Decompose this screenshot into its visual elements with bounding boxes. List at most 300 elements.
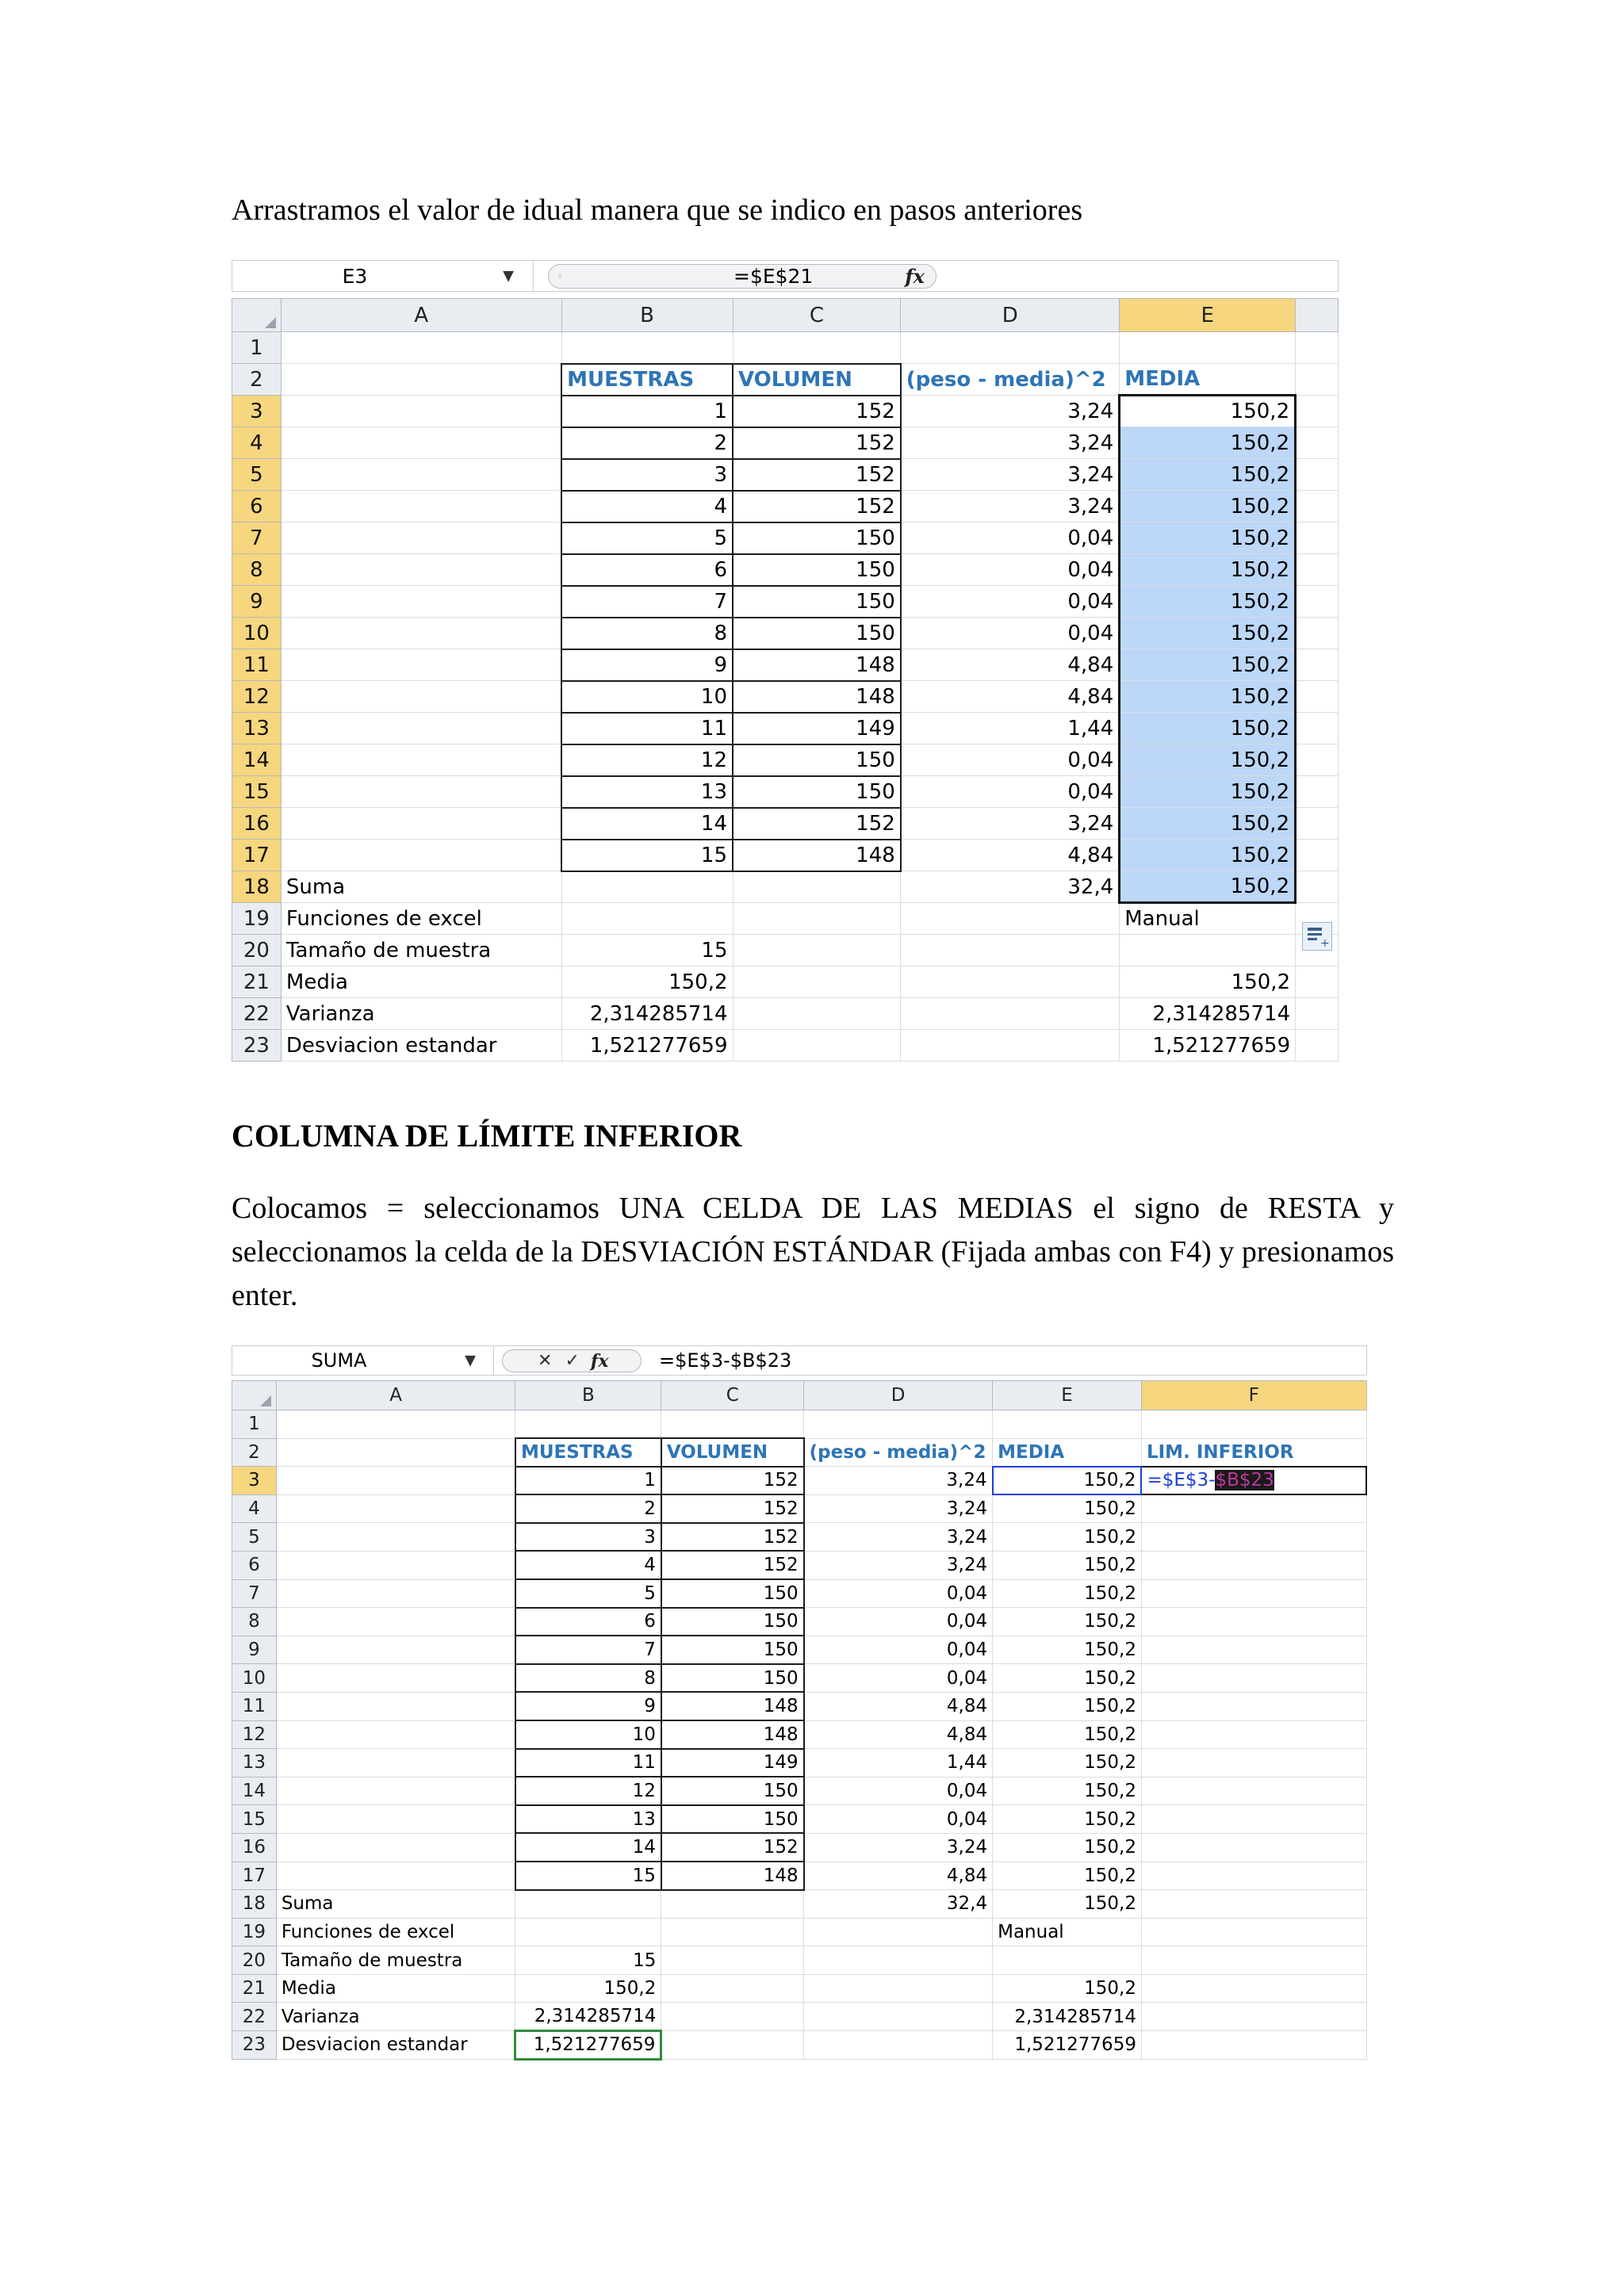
column-header-c[interactable]: C xyxy=(661,1381,804,1410)
cell-f[interactable] xyxy=(1141,1918,1366,1946)
row-header[interactable]: 16 xyxy=(232,1833,277,1862)
cell-b[interactable]: 150,2 xyxy=(515,1974,661,2003)
cell-f-editing[interactable] xyxy=(1141,1467,1366,1495)
cell-c[interactable] xyxy=(733,903,901,935)
name-box[interactable] xyxy=(232,1346,494,1375)
cell-d[interactable]: 4,84 xyxy=(804,1692,993,1720)
column-header-extra[interactable] xyxy=(1296,299,1339,332)
cell-c[interactable]: VOLUMEN xyxy=(733,364,901,396)
cell-a[interactable] xyxy=(276,1862,515,1890)
cell-c[interactable] xyxy=(733,966,901,998)
cell-a[interactable] xyxy=(276,1636,515,1664)
row-header[interactable]: 9 xyxy=(232,1636,277,1664)
cell-b[interactable] xyxy=(515,1410,661,1439)
cell-d[interactable]: 0,04 xyxy=(901,776,1120,808)
cell-b[interactable]: 15 xyxy=(515,1946,661,1975)
row-header[interactable]: 13 xyxy=(232,1749,277,1777)
cell-b[interactable]: 4 xyxy=(561,491,733,522)
cell-f[interactable] xyxy=(1141,1862,1366,1890)
cell-e[interactable]: 2,314285714 xyxy=(993,2003,1142,2031)
cell-e[interactable]: 150,2 xyxy=(993,1833,1142,1862)
cell-b[interactable]: 6 xyxy=(561,554,733,586)
row-header[interactable]: 4 xyxy=(232,1494,277,1523)
cell-e[interactable]: 150,2 xyxy=(993,1551,1142,1579)
cell-a[interactable]: Funciones de excel xyxy=(276,1918,515,1946)
cell-f[interactable] xyxy=(1296,364,1339,396)
cell-a[interactable]: Varianza xyxy=(276,2003,515,2031)
cell-d[interactable] xyxy=(901,903,1120,935)
cell-c[interactable]: 152 xyxy=(661,1833,804,1862)
cell-e[interactable]: 2,314285714 xyxy=(1120,998,1296,1030)
autofill-options-icon[interactable] xyxy=(1302,922,1332,951)
cell-e[interactable]: 150,2 xyxy=(993,1664,1142,1693)
row-header[interactable]: 13 xyxy=(232,713,282,744)
expand-handle-icon[interactable]: ◦ xyxy=(557,270,564,283)
cell-f[interactable] xyxy=(1141,1890,1366,1919)
cell-a[interactable] xyxy=(281,491,561,522)
cell-a[interactable] xyxy=(281,586,561,618)
cell-e[interactable]: 150,2 xyxy=(1120,522,1296,554)
cell-c[interactable]: 148 xyxy=(733,681,901,713)
cell-a[interactable] xyxy=(281,427,561,459)
column-header-a[interactable]: A xyxy=(276,1381,515,1410)
cell-a[interactable] xyxy=(281,713,561,744)
cell-d[interactable]: 3,24 xyxy=(901,808,1120,840)
cell-b[interactable]: 5 xyxy=(515,1579,661,1608)
cell-f[interactable] xyxy=(1141,2003,1366,2031)
cell-d[interactable]: 1,44 xyxy=(804,1749,993,1777)
row-header[interactable]: 20 xyxy=(232,1946,277,1975)
cell-b[interactable]: 8 xyxy=(561,618,733,649)
column-header-c[interactable]: C xyxy=(733,299,901,332)
cell-b[interactable]: 11 xyxy=(515,1749,661,1777)
cell-e[interactable]: 150,2 xyxy=(1120,649,1296,681)
cell-d[interactable]: 4,84 xyxy=(901,840,1120,871)
row-header[interactable]: 18 xyxy=(232,1890,277,1919)
cell-c[interactable] xyxy=(661,1410,804,1439)
column-header-f[interactable]: F xyxy=(1141,1381,1366,1410)
cell-a[interactable] xyxy=(276,1438,515,1467)
row-header[interactable]: 8 xyxy=(232,554,282,586)
cell-f[interactable] xyxy=(1141,1974,1366,2003)
cell-a[interactable] xyxy=(281,396,561,427)
cell-b[interactable]: 12 xyxy=(561,744,733,776)
cell-e[interactable]: 1,521277659 xyxy=(1120,1030,1296,1062)
cell-f[interactable] xyxy=(1141,1636,1366,1664)
cell-c[interactable] xyxy=(661,2031,804,2060)
cell-d[interactable]: 0,04 xyxy=(804,1636,993,1664)
cell-a[interactable] xyxy=(276,1664,515,1693)
cell-d[interactable]: 0,04 xyxy=(901,522,1120,554)
cell-e[interactable]: 150,2 xyxy=(1120,459,1296,491)
insert-function-icon[interactable]: fx xyxy=(590,1350,609,1372)
cell-f[interactable]: LIM. INFERIOR xyxy=(1141,1438,1366,1467)
cell-c[interactable] xyxy=(661,2003,804,2031)
row-header[interactable]: 1 xyxy=(232,332,282,364)
row-header[interactable]: 9 xyxy=(232,586,282,618)
cell-f[interactable] xyxy=(1141,1664,1366,1693)
cell-d[interactable]: 0,04 xyxy=(804,1805,993,1834)
cell-a[interactable] xyxy=(276,1494,515,1523)
cell-a[interactable] xyxy=(276,1833,515,1862)
cell-c[interactable]: 150 xyxy=(661,1777,804,1805)
cell-c[interactable]: 152 xyxy=(733,396,901,427)
cell-a[interactable]: Media xyxy=(281,966,561,998)
cell-c[interactable]: 152 xyxy=(661,1523,804,1552)
cell-f[interactable] xyxy=(1296,744,1339,776)
chevron-down-icon[interactable]: ▼ xyxy=(503,267,514,285)
cell-a[interactable] xyxy=(281,459,561,491)
column-header-a[interactable]: A xyxy=(281,299,561,332)
select-all-corner[interactable] xyxy=(232,299,282,332)
row-header[interactable]: 12 xyxy=(232,1720,277,1749)
cell-a[interactable]: Tamaño de muestra xyxy=(276,1946,515,1975)
cell-f[interactable] xyxy=(1296,681,1339,713)
row-header[interactable]: 20 xyxy=(232,935,282,966)
cell-c[interactable]: 152 xyxy=(661,1551,804,1579)
cell-b[interactable]: 15 xyxy=(515,1862,661,1890)
cell-c[interactable]: 150 xyxy=(733,744,901,776)
row-header[interactable]: 6 xyxy=(232,1551,277,1579)
cell-e[interactable]: 150,2 xyxy=(993,1636,1142,1664)
cell-b[interactable]: 7 xyxy=(515,1636,661,1664)
cell-e[interactable]: Manual xyxy=(993,1918,1142,1946)
row-header[interactable]: 5 xyxy=(232,1523,277,1552)
cell-c[interactable]: 148 xyxy=(733,840,901,871)
cell-c[interactable]: VOLUMEN xyxy=(661,1438,804,1467)
row-header[interactable]: 23 xyxy=(232,1030,282,1062)
cell-f[interactable] xyxy=(1141,1946,1366,1975)
row-header[interactable]: 16 xyxy=(232,808,282,840)
cell-a[interactable] xyxy=(276,1720,515,1749)
cell-c[interactable]: 150 xyxy=(661,1805,804,1834)
cell-d[interactable]: 1,44 xyxy=(901,713,1120,744)
cell-c[interactable]: 150 xyxy=(733,776,901,808)
cell-e[interactable]: 150,2 xyxy=(993,1777,1142,1805)
row-header[interactable]: 10 xyxy=(232,618,282,649)
cell-f[interactable] xyxy=(1141,1579,1366,1608)
cell-d[interactable] xyxy=(804,1410,993,1439)
cell-b[interactable]: 7 xyxy=(561,586,733,618)
cell-f[interactable] xyxy=(1141,1805,1366,1834)
row-header[interactable]: 2 xyxy=(232,1438,277,1467)
cell-c[interactable]: 150 xyxy=(661,1579,804,1608)
cell-d[interactable]: 4,84 xyxy=(901,649,1120,681)
row-header[interactable]: 6 xyxy=(232,491,282,522)
cell-a[interactable] xyxy=(276,1777,515,1805)
cell-a[interactable]: Tamaño de muestra xyxy=(281,935,561,966)
cell-b[interactable] xyxy=(515,1890,661,1919)
cell-e[interactable]: 150,2 xyxy=(1120,966,1296,998)
cell-b[interactable]: 8 xyxy=(515,1664,661,1693)
cell-b[interactable]: 2 xyxy=(515,1494,661,1523)
select-all-triangle-icon[interactable] xyxy=(265,317,276,328)
cell-c[interactable]: 148 xyxy=(661,1720,804,1749)
cell-b[interactable]: 12 xyxy=(515,1777,661,1805)
cell-f[interactable] xyxy=(1141,1494,1366,1523)
cell-c[interactable]: 152 xyxy=(733,808,901,840)
cell-e[interactable]: 150,2 xyxy=(1120,808,1296,840)
cell-f[interactable] xyxy=(1141,1749,1366,1777)
cell-e[interactable] xyxy=(1120,332,1296,364)
column-header-e[interactable]: E xyxy=(993,1381,1142,1410)
cell-d[interactable] xyxy=(901,966,1120,998)
cell-b[interactable]: 11 xyxy=(561,713,733,744)
cell-d[interactable]: 3,24 xyxy=(804,1551,993,1579)
cell-e[interactable]: 150,2 xyxy=(1120,586,1296,618)
cell-a[interactable]: Suma xyxy=(281,871,561,903)
cell-b[interactable]: 10 xyxy=(561,681,733,713)
cell-b[interactable]: MUESTRAS xyxy=(515,1438,661,1467)
row-header[interactable]: 11 xyxy=(232,649,282,681)
cell-d[interactable] xyxy=(804,2031,993,2060)
chevron-down-icon[interactable]: ▼ xyxy=(465,1352,476,1369)
cell-d[interactable]: 0,04 xyxy=(901,618,1120,649)
cell-f[interactable] xyxy=(1296,554,1339,586)
cell-a[interactable] xyxy=(281,681,561,713)
cell-d[interactable]: 4,84 xyxy=(901,681,1120,713)
cell-b[interactable]: 4 xyxy=(515,1551,661,1579)
column-header-b[interactable]: B xyxy=(515,1381,661,1410)
row-header[interactable]: 4 xyxy=(232,427,282,459)
cell-d[interactable]: 0,04 xyxy=(804,1777,993,1805)
cell-c[interactable]: 150 xyxy=(733,554,901,586)
row-header[interactable]: 23 xyxy=(232,2031,277,2060)
cell-d[interactable] xyxy=(901,332,1120,364)
cell-e[interactable]: 150,2 xyxy=(993,1692,1142,1720)
cell-f[interactable] xyxy=(1296,1030,1339,1062)
cell-a[interactable] xyxy=(281,744,561,776)
insert-function-icon[interactable]: fx xyxy=(905,265,925,288)
cell-d[interactable]: 3,24 xyxy=(901,427,1120,459)
cell-d[interactable]: 0,04 xyxy=(804,1664,993,1693)
cell-f[interactable] xyxy=(1141,1608,1366,1636)
cell-c[interactable]: 148 xyxy=(661,1692,804,1720)
cell-f[interactable] xyxy=(1296,618,1339,649)
row-header[interactable]: 5 xyxy=(232,459,282,491)
cell-f[interactable] xyxy=(1296,396,1339,427)
cell-d[interactable] xyxy=(804,1974,993,2003)
cell-d[interactable] xyxy=(804,2003,993,2031)
cell-e[interactable]: MEDIA xyxy=(993,1438,1142,1467)
cell-b[interactable]: 15 xyxy=(561,935,733,966)
cell-a[interactable]: Desviacion estandar xyxy=(281,1030,561,1062)
cell-d[interactable]: 3,24 xyxy=(901,396,1120,427)
cell-a[interactable] xyxy=(276,1579,515,1608)
formula-input[interactable] xyxy=(733,261,813,291)
cell-d[interactable] xyxy=(901,998,1120,1030)
cell-a[interactable] xyxy=(276,1467,515,1495)
cell-d[interactable]: 3,24 xyxy=(901,491,1120,522)
cell-c[interactable]: 150 xyxy=(733,618,901,649)
cell-d[interactable]: (peso - media)^2 xyxy=(804,1438,993,1467)
cell-f[interactable] xyxy=(1296,808,1339,840)
column-header-e[interactable]: E xyxy=(1120,299,1296,332)
cell-c[interactable] xyxy=(661,1974,804,2003)
row-header[interactable]: 2 xyxy=(232,364,282,396)
formula-input[interactable] xyxy=(659,1346,791,1375)
cell-e[interactable]: 1,521277659 xyxy=(993,2031,1142,2060)
cell-c[interactable]: 149 xyxy=(661,1749,804,1777)
cell-d[interactable]: 0,04 xyxy=(901,586,1120,618)
cell-b[interactable]: 3 xyxy=(515,1523,661,1552)
cell-e[interactable]: 150,2 xyxy=(993,1720,1142,1749)
cell-a[interactable]: Funciones de excel xyxy=(281,903,561,935)
cell-a[interactable]: Suma xyxy=(276,1890,515,1919)
cell-b[interactable]: 13 xyxy=(515,1805,661,1834)
cell-f[interactable] xyxy=(1141,1833,1366,1862)
cell-f[interactable] xyxy=(1296,776,1339,808)
cell-c[interactable]: 152 xyxy=(733,491,901,522)
cell-e[interactable]: 150,2 xyxy=(1120,776,1296,808)
cell-b[interactable]: 2,314285714 xyxy=(561,998,733,1030)
cell-e[interactable]: 150,2 xyxy=(993,1862,1142,1890)
cell-b[interactable]: 10 xyxy=(515,1720,661,1749)
cell-a[interactable] xyxy=(281,649,561,681)
cell-f[interactable] xyxy=(1141,1410,1366,1439)
cell-a[interactable] xyxy=(281,522,561,554)
cell-f[interactable] xyxy=(1296,332,1339,364)
row-header[interactable]: 22 xyxy=(232,2003,277,2031)
row-header[interactable]: 8 xyxy=(232,1608,277,1636)
cell-f[interactable] xyxy=(1141,1692,1366,1720)
cell-a[interactable] xyxy=(276,1551,515,1579)
cell-e[interactable]: 150,2 xyxy=(1120,554,1296,586)
cell-b[interactable]: 15 xyxy=(561,840,733,871)
cell-d[interactable] xyxy=(804,1946,993,1975)
cell-e[interactable]: 150,2 xyxy=(1120,681,1296,713)
cell-e[interactable]: 150,2 xyxy=(993,1974,1142,2003)
cell-a[interactable] xyxy=(276,1805,515,1834)
cell-a[interactable] xyxy=(281,808,561,840)
cell-f[interactable] xyxy=(1296,522,1339,554)
cell-b[interactable]: 14 xyxy=(515,1833,661,1862)
select-all-triangle-icon[interactable] xyxy=(260,1395,271,1406)
cell-e[interactable]: 150,2 xyxy=(1120,744,1296,776)
cell-d[interactable]: 3,24 xyxy=(804,1494,993,1523)
cell-e[interactable]: 150,2 xyxy=(993,1608,1142,1636)
name-box[interactable] xyxy=(232,261,534,291)
row-header[interactable]: 10 xyxy=(232,1664,277,1693)
cell-c[interactable] xyxy=(661,1918,804,1946)
cell-c[interactable]: 152 xyxy=(733,459,901,491)
cell-b[interactable]: 9 xyxy=(561,649,733,681)
row-header[interactable]: 21 xyxy=(232,966,282,998)
cell-b[interactable]: 13 xyxy=(561,776,733,808)
cell-c[interactable] xyxy=(733,871,901,903)
cell-b[interactable]: 6 xyxy=(515,1608,661,1636)
cell-b[interactable] xyxy=(515,1918,661,1946)
cell-f[interactable] xyxy=(1296,840,1339,871)
row-header[interactable]: 19 xyxy=(232,1918,277,1946)
row-header[interactable]: 22 xyxy=(232,998,282,1030)
cell-c[interactable]: 150 xyxy=(661,1608,804,1636)
cell-c[interactable]: 150 xyxy=(661,1664,804,1693)
cell-d[interactable]: 32,4 xyxy=(901,871,1120,903)
cell-a[interactable] xyxy=(281,776,561,808)
cell-c[interactable] xyxy=(733,935,901,966)
cell-a[interactable] xyxy=(276,1608,515,1636)
cell-d[interactable]: 3,24 xyxy=(804,1833,993,1862)
select-all-corner[interactable] xyxy=(232,1381,277,1410)
row-header[interactable]: 11 xyxy=(232,1692,277,1720)
cell-e[interactable]: MEDIA xyxy=(1120,364,1296,396)
cell-b[interactable]: 1,521277659 xyxy=(515,2031,661,2060)
row-header[interactable]: 21 xyxy=(232,1974,277,2003)
row-header[interactable]: 17 xyxy=(232,840,282,871)
cell-d[interactable]: 4,84 xyxy=(804,1862,993,1890)
row-header[interactable]: 15 xyxy=(232,1805,277,1834)
cell-f[interactable] xyxy=(1296,998,1339,1030)
cell-c[interactable]: 148 xyxy=(733,649,901,681)
cell-c[interactable]: 150 xyxy=(733,586,901,618)
cell-e[interactable]: Manual xyxy=(1120,903,1296,935)
cell-a[interactable] xyxy=(281,364,561,396)
cell-e[interactable]: 150,2 xyxy=(993,1890,1142,1919)
cell-f[interactable] xyxy=(1296,649,1339,681)
row-header[interactable]: 18 xyxy=(232,871,282,903)
cell-c[interactable]: 148 xyxy=(661,1862,804,1890)
cell-f[interactable] xyxy=(1141,1551,1366,1579)
cell-b[interactable] xyxy=(561,903,733,935)
cell-d[interactable]: 0,04 xyxy=(804,1608,993,1636)
cell-b[interactable]: 150,2 xyxy=(561,966,733,998)
cell-e[interactable]: 150,2 xyxy=(993,1749,1142,1777)
row-header[interactable]: 14 xyxy=(232,744,282,776)
column-header-b[interactable]: B xyxy=(561,299,733,332)
cell-e[interactable]: 150,2 xyxy=(993,1494,1142,1523)
cell-d[interactable] xyxy=(804,1918,993,1946)
row-header[interactable]: 7 xyxy=(232,1579,277,1608)
cell-e[interactable]: 150,2 xyxy=(1120,427,1296,459)
cell-e[interactable]: 150,2 xyxy=(1120,713,1296,744)
cell-f[interactable] xyxy=(1296,491,1339,522)
cell-c[interactable]: 152 xyxy=(661,1494,804,1523)
cell-a[interactable]: Desviacion estandar xyxy=(276,2031,515,2060)
cell-d[interactable]: 0,04 xyxy=(901,554,1120,586)
cell-d[interactable]: (peso - media)^2 xyxy=(901,364,1120,396)
cell-c[interactable] xyxy=(733,332,901,364)
cell-a[interactable] xyxy=(281,618,561,649)
cell-b[interactable]: 9 xyxy=(515,1692,661,1720)
cell-d[interactable]: 3,24 xyxy=(901,459,1120,491)
cell-e[interactable]: 150,2 xyxy=(993,1805,1142,1834)
cell-d[interactable]: 0,04 xyxy=(901,744,1120,776)
cell-f[interactable] xyxy=(1296,427,1339,459)
row-header[interactable]: 7 xyxy=(232,522,282,554)
enter-icon[interactable]: ✓ xyxy=(565,1351,580,1371)
cell-c[interactable] xyxy=(733,1030,901,1062)
cell-f[interactable] xyxy=(1141,1523,1366,1552)
cell-f[interactable] xyxy=(1296,966,1339,998)
cell-d[interactable]: 3,24 xyxy=(804,1523,993,1552)
cell-a[interactable] xyxy=(276,1410,515,1439)
row-header[interactable]: 12 xyxy=(232,681,282,713)
cell-c[interactable] xyxy=(661,1946,804,1975)
cell-d[interactable]: 32,4 xyxy=(804,1890,993,1919)
column-header-d[interactable]: D xyxy=(804,1381,993,1410)
row-header[interactable]: 14 xyxy=(232,1777,277,1805)
cell-e[interactable] xyxy=(1120,935,1296,966)
cell-f[interactable] xyxy=(1141,1777,1366,1805)
cell-a[interactable] xyxy=(281,332,561,364)
row-header[interactable]: 17 xyxy=(232,1862,277,1890)
cell-d[interactable]: 0,04 xyxy=(804,1579,993,1608)
cell-b[interactable]: 2 xyxy=(561,427,733,459)
cell-e[interactable]: 150,2 xyxy=(993,1467,1142,1495)
cell-a[interactable] xyxy=(276,1749,515,1777)
cell-c[interactable] xyxy=(733,998,901,1030)
